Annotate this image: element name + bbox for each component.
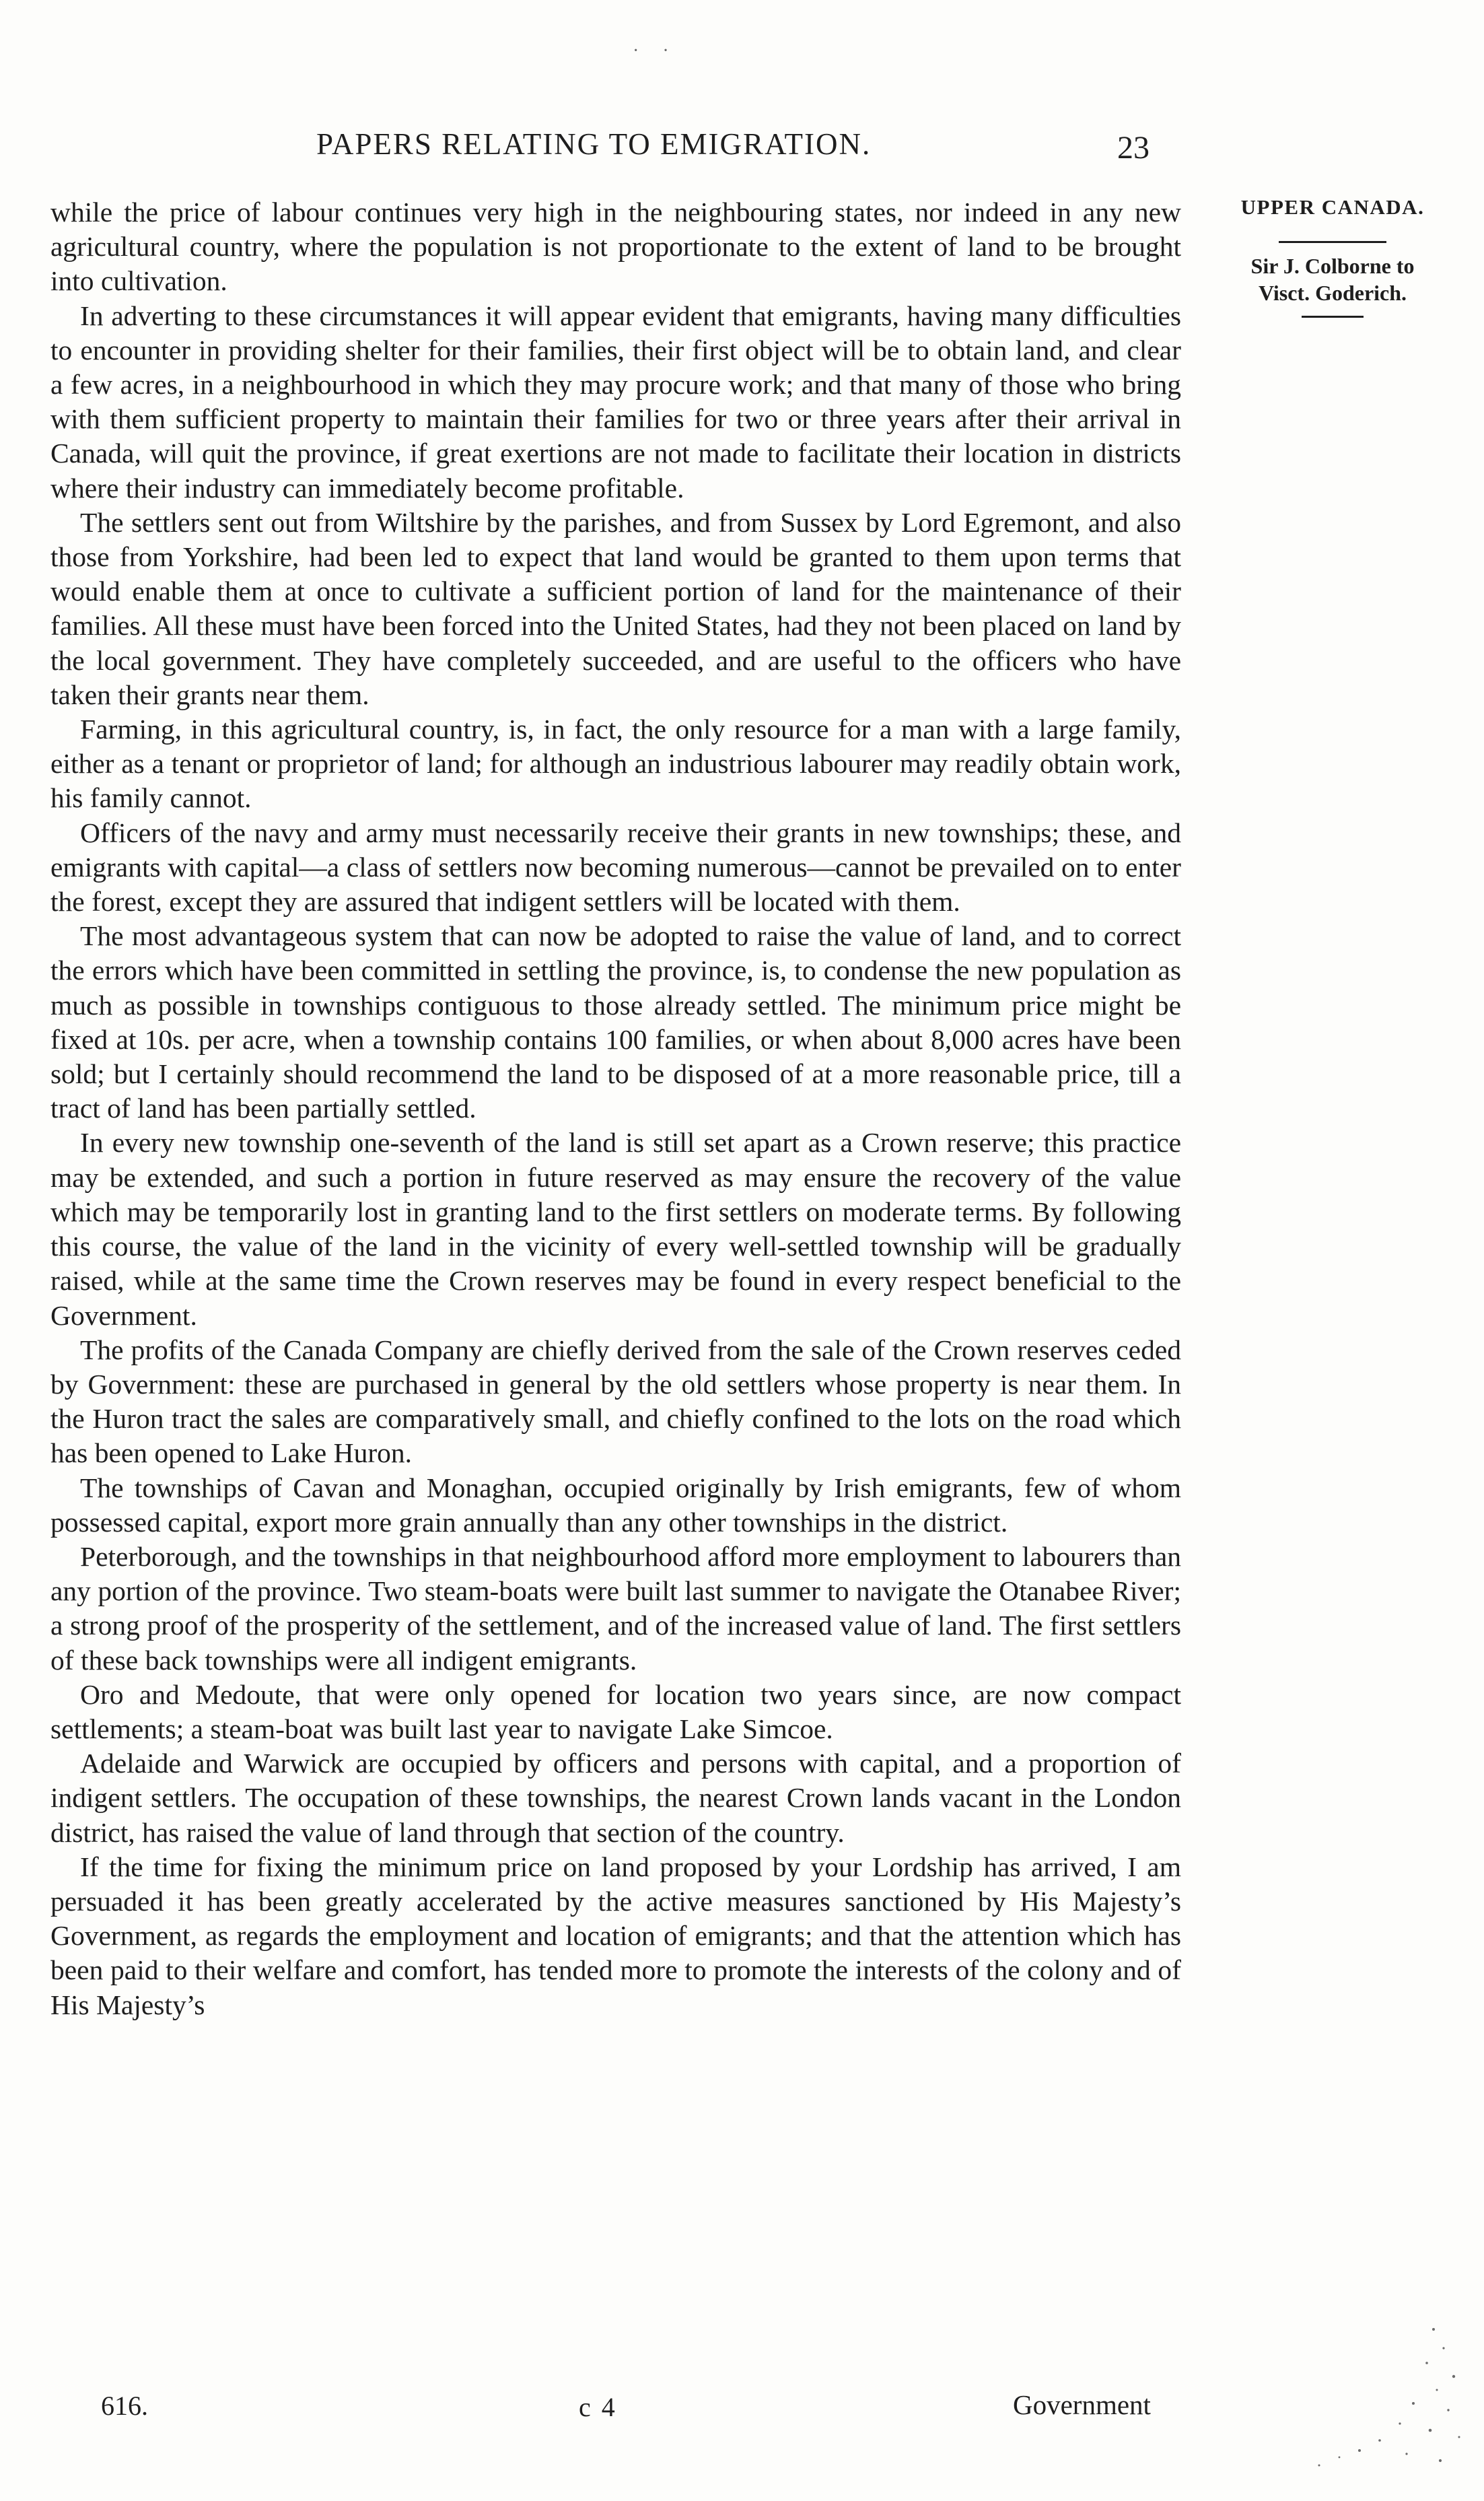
page-number: 23 bbox=[1117, 130, 1150, 166]
paragraph: Farming, in this agricultural country, is, in fact, the only resource for a man with a large family, either as a tenant or proprietor of land; for although an industrious labourer may readily obtain work, his family cannot. bbox=[50, 714, 1181, 814]
paragraph: Officers of the navy and army must necessarily receive their grants in new townships; these, and emigrants with capital—a class of settlers now becoming numerous—cannot be prevailed on to enter the forest, except they are assured that indigent settlers will be located with them. bbox=[50, 817, 1181, 918]
footer-signature-mark: c 4 bbox=[579, 2392, 617, 2422]
paragraph: The settlers sent out from Wiltshire by the parishes, and from Sussex by Lord Egremont, and also those from Yorkshire, had been led to expect that land would be granted to them upon terms that would enable them at once to cultivate a sufficient portion of land for the maintenance of their families. All these must have been forced into the United States, had they not been placed on land by the local government. They have completely succeeded, and are useful to the officers who have taken their grants near them. bbox=[50, 506, 1181, 710]
paragraph: The most advantageous system that can now be adopted to raise the value of land, and to correct the errors which have been committed in settling the province, is, to condense the new population as much as possible in townships contiguous to those already settled. The minimum price might be fixed at 10s. per acre, when a township contains 100 families, or when about 8,000 acres have been sold; but I certainly should recommend the land to be disposed of at a more reasonable price, till a tract of land has been partially settled. bbox=[50, 920, 1181, 1124]
margin-note-rule-bottom bbox=[1302, 316, 1364, 318]
printer-marks: · · bbox=[633, 40, 678, 61]
margin-note bbox=[1195, 195, 1471, 318]
paper-speckle-decoration bbox=[1299, 2316, 1467, 2477]
paragraph: The profits of the Canada Company are chiefly derived from the sale of the Crown reserves ceded by Government: these are purchased in general by the old settlers whose property is near them. In the Huron tract the sales are comparatively small, and chiefly confined to the lots on the road which has been opened to Lake Huron. bbox=[50, 1334, 1181, 1469]
paragraph: Adelaide and Warwick are occupied by officers and persons with capital, and a proportion of indigent settlers. The occupation of these townships, the nearest Crown lands vacant in the London district, has raised the value of land through that section of the country. bbox=[50, 1748, 1181, 1848]
paragraph: If the time for fixing the minimum price on land proposed by your Lordship has arrived, I am persuaded it has been greatly accelerated by the active measures sanctioned by His Majesty’s Government, as regards the employment and location of emigrants; and that the attention which has been paid to their welfare and comfort, has tended more to promote the interests of the colony and of His Majesty’s bbox=[50, 1851, 1181, 2020]
margin-note-region: UPPER CANADA. bbox=[1240, 195, 1425, 219]
paragraph: In every new township one-seventh of the land is still set apart as a Crown reserve; this practice may be extended, and such a portion in future reserved as may ensure the recovery of the value which may be temporarily lost in granting land to the first settlers on moderate terms. By following this course, the value of the land in the vicinity of every well-settled township will be gradually raised, while at the same time the Crown reserves may be found in every respect beneficial to the Government. bbox=[50, 1127, 1181, 1331]
margin-note-sender: Sir J. Colborne to bbox=[1250, 254, 1415, 278]
paragraph: Peterborough, and the townships in that neighbourhood afford more employment to labourers than any portion of the province. Two steam-boats were built last summer to navigate the Otanabee River; a strong proof of the prosperity of the settlement, and of the increased value of land. The first settlers of these back townships were all indigent emigrants. bbox=[50, 1540, 1181, 1676]
margin-note-rule-top bbox=[1279, 241, 1386, 243]
paragraph: Oro and Medoute, that were only opened for location two years since, are now compact settlements; a steam-boat was built last year to navigate Lake Simcoe. bbox=[50, 1678, 1181, 1744]
footer-document-number: 616. bbox=[101, 2391, 148, 2421]
margin-note-recipient: Visct. Goderich. bbox=[1258, 281, 1407, 305]
paragraph-continuation: while the price of labour continues very high in the neighbouring states, nor indeed in any new agricultural country, where the population is not proportionate to the extent of land to be brought into cultivation. bbox=[50, 197, 1181, 297]
footer-catchword: Government bbox=[1013, 2389, 1151, 2420]
paragraph: In adverting to these circumstances it will appear evident that emigrants, having many difficulties to encounter in providing shelter for their families, their first object will be to obtain land, and clear a few acres, in a neighbourhood in which they may procure work; and that many of those who bring with them sufficient property to maintain their families for two or three years after their arrival in Canada, will quit the province, if great exertions are not made to facilitate their location in districts where their industry can immediately become profitable. bbox=[50, 300, 1181, 504]
body-text bbox=[50, 195, 1181, 2022]
paragraph: The townships of Cavan and Monaghan, occupied originally by Irish emigrants, few of whom possessed capital, export more grain annually than any other townships in the district. bbox=[50, 1472, 1181, 1538]
running-head: PAPERS RELATING TO EMIGRATION. bbox=[316, 127, 872, 161]
